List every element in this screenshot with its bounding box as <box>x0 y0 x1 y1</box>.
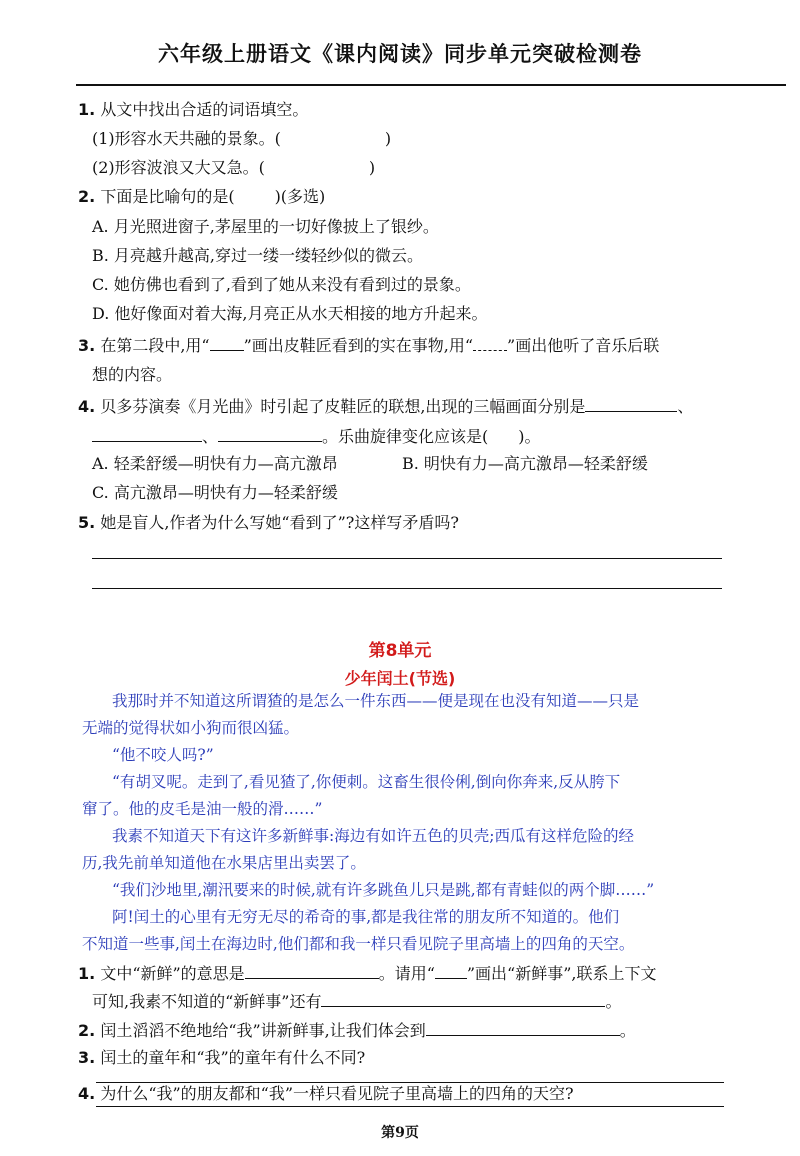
question-number: 4. <box>78 1084 96 1103</box>
straight-line-mark <box>210 334 244 351</box>
question-text: )。 <box>518 427 541 446</box>
sub-text-end: ) <box>368 158 376 177</box>
question-2 <box>78 1019 636 1042</box>
passage-line: 我素不知道天下有这许多新鲜事:海边有如许五色的贝壳;西瓜有这样危险的经 <box>112 827 634 845</box>
page-number: 第9页 <box>381 1125 419 1141</box>
question-3 <box>78 334 659 357</box>
question-1-line-2 <box>92 990 621 1013</box>
question-text: 为什么“我”的朋友都和“我”一样只看见院子里高墙上的四角的天空? <box>100 1084 574 1103</box>
question-text: 在第二段中,用“ <box>100 336 210 355</box>
passage-line: 阿!闰土的心里有无穷无尽的希奇的事,都是我往常的朋友所不知道的。他们 <box>112 908 620 926</box>
sub-text: (1)形容水天共融的景象。( <box>92 129 281 148</box>
question-text: 文中“新鲜”的意思是 <box>100 964 245 983</box>
option-d: D. 他好像面对着大海,月亮正从水天相接的地方升起来。 <box>92 304 488 323</box>
question-number: 2. <box>78 1021 96 1040</box>
question-4 <box>78 395 693 418</box>
question-1-sub-1 <box>92 128 391 150</box>
question-text: 。 <box>605 992 622 1011</box>
question-2 <box>78 186 325 208</box>
question-3 <box>78 1047 365 1069</box>
question-text: ”画出皮鞋匠看到的实在事物,用“ <box>243 336 474 355</box>
answer-blank[interactable] <box>585 395 677 412</box>
question-1 <box>78 99 308 121</box>
question-text: 闰土滔滔不绝地给“我”讲新鲜事,让我们体会到 <box>100 1021 426 1040</box>
question-text: 、 <box>202 427 219 446</box>
question-text: 从文中找出合适的词语填空。 <box>100 100 309 119</box>
answer-line[interactable] <box>92 588 722 589</box>
question-4-line-2 <box>92 425 541 448</box>
question-text: 贝多芬演奏《月光曲》时引起了皮鞋匠的联想,出现的三幅画面分别是 <box>100 397 586 416</box>
question-3-line-2: 想的内容。 <box>92 365 173 384</box>
passage-line: 不知道一些事,闰土在海边时,他们都和我一样只看见院子里高墙上的四角的天空。 <box>82 935 635 953</box>
question-number: 3. <box>78 336 96 355</box>
question-text: 闰土的童年和“我”的童年有什么不同? <box>100 1048 366 1067</box>
unit-title: 第8单元 <box>368 641 432 661</box>
passage-line: 窜了。他的皮毛是油一般的滑……” <box>82 800 323 818</box>
option-c: C. 她仿佛也看到了,看到了她从来没有看到过的景象。 <box>92 275 471 294</box>
question-4 <box>78 1083 578 1105</box>
option-b: B. 月亮越升越高,穿过一缕一缕轻纱似的微云。 <box>92 246 424 265</box>
passage-line: “有胡叉呢。走到了,看见猹了,你便刺。这畜生很伶俐,倒向你奔来,反从胯下 <box>112 773 621 791</box>
passage-line: “我们沙地里,潮汛要来的时候,就有许多跳鱼儿只是跳,都有青蛙似的两个脚……” <box>112 881 655 899</box>
option-a: A. 轻柔舒缓—明快有力—高亢激昂 <box>92 454 338 473</box>
passage-line: 我那时并不知道这所谓猹的是怎么一件东西——便是现在也没有知道——只是 <box>112 692 640 710</box>
answer-blank[interactable] <box>218 425 322 442</box>
passage-line: 历,我先前单知道他在水果店里出卖罢了。 <box>82 854 366 872</box>
option-c: C. 高亢激昂—明快有力—轻柔舒缓 <box>92 483 338 502</box>
question-text: 她是盲人,作者为什么写她“看到了”?这样写矛盾吗? <box>100 513 459 532</box>
header-rule <box>76 84 786 86</box>
question-5 <box>78 512 459 534</box>
sub-text-end: ) <box>384 129 392 148</box>
question-number: 4. <box>78 397 96 416</box>
answer-line[interactable] <box>92 558 722 559</box>
straight-line-mark <box>435 962 467 979</box>
question-number: 5. <box>78 513 96 532</box>
question-text: 可知,我素不知道的“新鲜事”还有 <box>92 992 322 1011</box>
answer-blank[interactable] <box>321 990 605 1007</box>
question-number: 3. <box>78 1048 96 1067</box>
question-number: 1. <box>78 964 96 983</box>
wavy-line-mark <box>473 336 507 351</box>
question-number: 1. <box>78 100 96 119</box>
question-text: 。请用“ <box>378 964 435 983</box>
answer-blank[interactable] <box>92 425 202 442</box>
question-number: 2. <box>78 187 96 206</box>
passage-line: “他不咬人吗?” <box>112 746 214 764</box>
question-text: ”画出“新鲜事”,联系上下文 <box>466 964 657 983</box>
question-text: 。乐曲旋律变化应该是( <box>322 427 489 446</box>
question-text: 。 <box>619 1021 636 1040</box>
option-b: B. 明快有力—高亢激昂—轻柔舒缓 <box>402 454 648 473</box>
question-1 <box>78 962 657 985</box>
passage-line: 无端的觉得状如小狗而很凶猛。 <box>82 719 300 737</box>
answer-line[interactable] <box>96 1106 724 1107</box>
page-title: 六年级上册语文《课内阅读》同步单元突破检测卷 <box>158 42 642 66</box>
answer-blank[interactable] <box>245 962 379 979</box>
question-1-sub-2 <box>92 157 375 179</box>
answer-blank[interactable] <box>426 1019 620 1036</box>
sub-text: (2)形容波浪又大又急。( <box>92 158 265 177</box>
option-a: A. 月光照进窗子,茅屋里的一切好像披上了银纱。 <box>92 217 439 236</box>
article-title: 少年闰土(节选) <box>344 669 456 688</box>
question-text: 、 <box>677 397 694 416</box>
question-text: ”画出他听了音乐后联 <box>507 336 660 355</box>
question-text: 下面是比喻句的是( <box>100 187 235 206</box>
question-text-end: )(多选) <box>274 187 326 206</box>
